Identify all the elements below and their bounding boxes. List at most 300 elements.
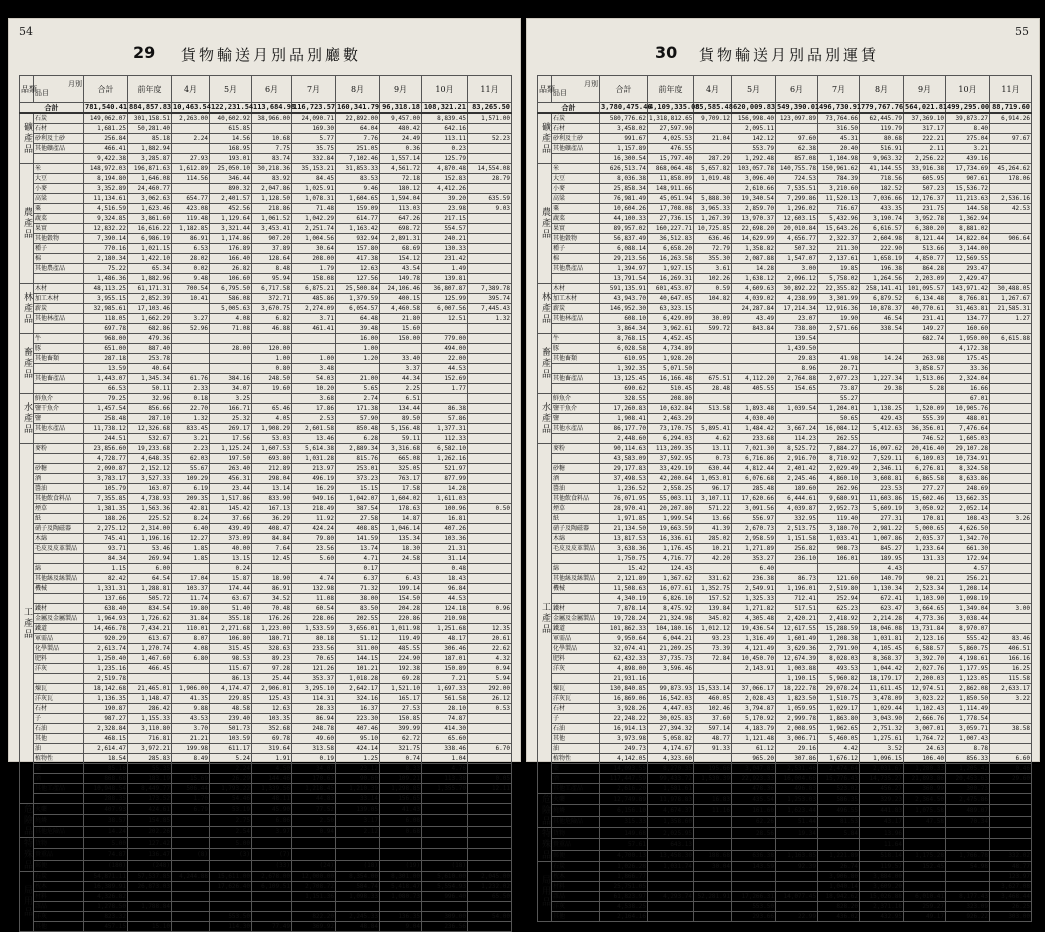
value-cell: 610.95 — [600, 354, 648, 364]
value-cell: 189.95 — [860, 554, 904, 564]
value-cell: 3.26 — [990, 514, 1032, 524]
value-cell: 4,656.77 — [776, 234, 818, 244]
item-cell: 洋灰瓦 — [552, 694, 600, 704]
value-cell: 1,611.03 — [422, 494, 468, 504]
value-cell — [252, 912, 292, 922]
value-cell: 3,906.80 — [818, 872, 860, 882]
value-cell: 102.26 — [694, 274, 732, 284]
value-cell: 17,266.31 — [732, 892, 776, 902]
value-cell: 4,198.61 — [946, 654, 990, 664]
value-cell: 0.94 — [292, 826, 336, 837]
value-cell: 2,666.76 — [904, 714, 946, 724]
value-cell: 15,611.00 — [210, 872, 252, 882]
value-cell: 513.58 — [694, 404, 732, 414]
value-cell — [336, 849, 380, 860]
table-row — [538, 194, 1032, 204]
value-cell: 1,125.24 — [210, 444, 252, 454]
value-cell: 32,074.41 — [600, 644, 648, 654]
value-cell: 103.36 — [422, 534, 468, 544]
value-cell: 2,245.46 — [776, 474, 818, 484]
value-cell: 11,858.09 — [648, 174, 694, 184]
value-cell: 37,066.17 — [732, 684, 776, 694]
value-cell: 5,170.92 — [732, 714, 776, 724]
value-cell: 2,981.22 — [860, 524, 904, 534]
value-cell: 229.85 — [210, 694, 252, 704]
value-cell: 0.23 — [422, 144, 468, 154]
value-cell — [252, 394, 292, 404]
value-cell: 1,130.34 — [860, 584, 904, 594]
value-cell: 14,554.08 — [468, 164, 512, 174]
value-cell: 3,664.65 — [904, 604, 946, 614]
value-cell: 104,180.16 — [648, 624, 694, 634]
value-cell: 57.90 — [336, 414, 380, 424]
value-cell: 3,670.75 — [252, 304, 292, 314]
value-cell: 4,812.44 — [732, 464, 776, 474]
value-cell: 1,059.95 — [776, 704, 818, 714]
table-row — [538, 364, 1032, 374]
value-cell: 8,301.00 — [380, 872, 422, 882]
table-row — [538, 828, 1032, 839]
value-cell — [860, 394, 904, 404]
item-cell: 醬油 — [34, 484, 84, 494]
value-cell: 86.94 — [292, 714, 336, 724]
value-cell — [990, 584, 1032, 594]
value-cell — [990, 744, 1032, 754]
item-cell: 木綿 — [34, 534, 84, 544]
value-cell: 149.27 — [904, 324, 946, 334]
item-cell: 其他飲食料品 — [552, 494, 600, 504]
value-cell — [990, 214, 1032, 224]
value-cell: 5,610.00 — [422, 872, 468, 882]
value-cell: 115.58 — [990, 674, 1032, 684]
value-cell: 101,095.57 — [904, 284, 946, 294]
value-cell: 4,728.77 — [84, 454, 128, 464]
value-cell: 26.74 — [818, 862, 860, 872]
table-row — [538, 134, 1032, 144]
table-row — [20, 644, 512, 654]
value-cell: 4.57 — [946, 564, 990, 574]
value-cell: 70.65 — [292, 654, 336, 664]
value-cell: 1,908.41 — [600, 414, 648, 424]
value-cell: 3,285.87 — [128, 154, 172, 164]
table-row — [20, 744, 512, 754]
item-cell — [34, 674, 84, 684]
value-cell: 1,104.98 — [818, 154, 860, 164]
table-row — [20, 434, 512, 444]
value-cell: 253.78 — [128, 354, 172, 364]
value-cell: 1,358.82 — [732, 244, 776, 254]
value-cell — [990, 264, 1032, 274]
item-cell: 貴重品 — [34, 849, 84, 860]
item-cell: 貴重品 — [552, 839, 600, 850]
value-cell — [694, 784, 732, 794]
value-cell: 7,878.14 — [600, 604, 648, 614]
value-cell: 700.54 — [172, 284, 210, 294]
value-cell: 315.45 — [210, 644, 252, 654]
value-cell: 25,050.10 — [210, 164, 252, 174]
value-cell: 195.66 — [694, 764, 732, 774]
value-cell: 2,475.86 — [946, 794, 990, 805]
value-cell: 2,791.90 — [818, 644, 860, 654]
value-cell: 3,478.09 — [860, 694, 904, 704]
value-cell: 5.65 — [336, 384, 380, 394]
value-cell: 26.29 — [210, 774, 252, 784]
value-cell: 43.54 — [380, 264, 422, 274]
value-cell: 3,301.99 — [818, 294, 860, 304]
value-cell: 31.14 — [422, 554, 468, 564]
value-cell: 372.71 — [252, 294, 292, 304]
value-cell: 1,928.20 — [648, 354, 694, 364]
value-cell: 4,460.58 — [380, 304, 422, 314]
item-cell: 材料 — [34, 892, 84, 902]
value-cell: 506.44 — [172, 784, 210, 794]
value-cell: 1,025.91 — [292, 184, 336, 194]
value-cell: 2,613.74 — [84, 644, 128, 654]
item-cell: 枕木 — [34, 882, 84, 892]
value-cell: 157.80 — [336, 244, 380, 254]
value-cell: 2,571.66 — [818, 324, 860, 334]
item-cell: 硝子及陶磁器 — [552, 524, 600, 534]
value-cell: 159.09 — [336, 204, 380, 214]
item-cell: 其他危險品 — [34, 826, 84, 837]
value-cell — [694, 816, 732, 827]
value-cell: 3,627.08 — [990, 882, 1032, 892]
value-cell: 222.21 — [904, 134, 946, 144]
value-cell — [172, 674, 210, 684]
value-cell — [990, 794, 1032, 805]
value-cell: 4,734.89 — [648, 344, 694, 354]
table-row — [538, 584, 1032, 594]
value-cell: 29,107.28 — [946, 444, 990, 454]
value-cell — [694, 882, 732, 892]
value-cell: 10,734.91 — [946, 454, 990, 464]
value-cell: 50,281.40 — [128, 124, 172, 134]
value-cell: 7,390.14 — [84, 234, 128, 244]
value-cell: 8,194.80 — [84, 174, 128, 184]
value-cell: 13,791.54 — [600, 274, 648, 284]
value-cell: 6,429.09 — [648, 314, 694, 324]
value-cell: 1,457.54 — [84, 404, 128, 414]
table-row — [20, 484, 512, 494]
item-cell: 軍需品 — [34, 634, 84, 644]
value-cell: 3.00 — [990, 604, 1032, 614]
value-cell: 113.11 — [422, 134, 468, 144]
value-cell: 12,000.00 — [292, 872, 336, 882]
value-cell: 1,080.73 — [380, 892, 422, 902]
total-cell: 10,463.54 — [173, 103, 211, 111]
value-cell: 9,709.12 — [694, 113, 732, 124]
value-cell: 144.58 — [946, 204, 990, 214]
value-cell: 10.20 — [292, 384, 336, 394]
value-cell: 287.29 — [694, 154, 732, 164]
table-row — [20, 474, 512, 484]
value-cell: 1,121.48 — [732, 734, 776, 744]
value-cell: 3,392.70 — [904, 654, 946, 664]
item-cell: 藥 — [552, 764, 600, 774]
value-cell: 8,121.44 — [904, 234, 946, 244]
value-cell — [468, 414, 512, 424]
value-cell: 1,517.86 — [210, 494, 252, 504]
value-cell: 1,381.35 — [84, 504, 128, 514]
value-cell: 2,558.25 — [648, 484, 694, 494]
value-cell: 0.59 — [694, 284, 732, 294]
value-cell: 8,270.35 — [648, 764, 694, 774]
value-cell: 44.83 — [292, 794, 336, 804]
value-cell: 106.60 — [210, 274, 252, 284]
item-cell: 雜品 — [34, 902, 84, 912]
value-cell: 130.33 — [422, 244, 468, 254]
value-cell: 89.50 — [380, 414, 422, 424]
table-row — [20, 194, 512, 204]
value-cell: 13.59 — [84, 364, 128, 374]
value-cell — [468, 754, 512, 764]
value-cell: 105.79 — [84, 484, 128, 494]
value-cell: 8,036.38 — [600, 174, 648, 184]
value-cell — [172, 184, 210, 194]
value-cell: 16.00 — [336, 334, 380, 344]
value-cell: 248.69 — [946, 484, 990, 494]
value-cell: 86,177.70 — [600, 424, 648, 434]
item-cell — [552, 454, 600, 464]
value-cell: 1,604.65 — [336, 194, 380, 204]
item-cell: 化學製品 — [552, 644, 600, 654]
value-cell: 1,012.12 — [694, 624, 732, 634]
value-cell: 1,962.65 — [818, 724, 860, 734]
value-cell: 18,046.08 — [860, 624, 904, 634]
value-cell: 5,960.82 — [818, 674, 860, 684]
table-row — [20, 274, 512, 284]
table-row — [20, 872, 512, 882]
value-cell: 15.69 — [172, 774, 210, 784]
value-cell: 4.50 — [252, 764, 292, 774]
value-cell: 190.87 — [84, 704, 128, 714]
value-cell: 1,638.12 — [732, 274, 776, 284]
item-cell — [552, 554, 600, 564]
value-cell: 14.28 — [422, 484, 468, 494]
value-cell: 38.57 — [84, 815, 128, 826]
item-cell: 金屬及金屬製品 — [552, 614, 600, 624]
value-cell: 1,750.75 — [600, 554, 648, 564]
table-row — [538, 514, 1032, 524]
value-cell — [776, 564, 818, 574]
value-cell: 1.00 — [336, 344, 380, 354]
item-cell: 木綿 — [552, 534, 600, 544]
value-cell — [990, 544, 1032, 554]
value-cell: (7) — [252, 849, 292, 860]
value-cell: 5.00 — [84, 838, 128, 849]
value-cell: 12.45 — [252, 554, 292, 564]
value-cell: 2,420.21 — [776, 614, 818, 624]
value-cell: 2,324.04 — [946, 374, 990, 384]
value-cell: 1,893.48 — [732, 404, 776, 414]
value-cell: 170.81 — [904, 514, 946, 524]
left-page — [8, 18, 521, 930]
value-cell: 71.08 — [210, 324, 252, 334]
value-cell: 1,221.89 — [818, 850, 860, 861]
value-cell: 1,349.04 — [946, 604, 990, 614]
value-cell: 8,525.72 — [776, 444, 818, 454]
value-cell — [468, 384, 512, 394]
value-cell: 55.27 — [818, 394, 860, 404]
value-cell: 1,594.04 — [380, 194, 422, 204]
table-row — [538, 634, 1032, 644]
value-cell: 2,633.17 — [990, 684, 1032, 694]
value-cell: 73.39 — [694, 644, 732, 654]
value-cell: 611.17 — [210, 744, 252, 754]
item-cell: 紙 — [552, 514, 600, 524]
value-cell: 7,884.27 — [818, 444, 860, 454]
value-cell: 86.91 — [172, 234, 210, 244]
value-cell: 7.21 — [422, 674, 468, 684]
value-cell: 1,018.28 — [336, 674, 380, 684]
value-cell: 17,620.66 — [732, 494, 776, 504]
value-cell: 24.58 — [380, 554, 422, 564]
value-cell: 2,214.28 — [860, 614, 904, 624]
value-cell — [990, 394, 1032, 404]
value-cell: 166.40 — [210, 254, 252, 264]
value-cell: 355.18 — [210, 614, 252, 624]
value-cell: 439.49 — [210, 524, 252, 534]
value-cell — [172, 892, 210, 902]
value-cell: 92.39 — [776, 862, 818, 872]
value-cell: 584.74 — [336, 882, 380, 892]
value-cell: 400.15 — [380, 294, 422, 304]
value-cell: 745.41 — [84, 534, 128, 544]
value-cell: 1,210.39 — [336, 784, 380, 794]
table-row — [538, 724, 1032, 734]
value-cell — [468, 574, 512, 584]
value-cell: 3,091.56 — [732, 504, 776, 514]
total-row — [20, 103, 512, 114]
value-cell: 17,708.08 — [648, 204, 694, 214]
value-cell: 1,521.10 — [380, 684, 422, 694]
item-cell: 毛皮及皮革製品 — [552, 544, 600, 554]
table-row — [20, 184, 512, 194]
total-cell: 83,265.50 — [468, 103, 512, 114]
value-cell: 965.20 — [732, 754, 776, 764]
column-header: 9月 — [380, 76, 422, 103]
value-cell: 2,610.66 — [732, 184, 776, 194]
column-header: 6月 — [252, 76, 292, 103]
value-cell: 236.10 — [776, 554, 818, 564]
category-cell: 畜產品 — [20, 334, 34, 394]
value-cell — [422, 394, 468, 404]
column-header: 5月 — [210, 76, 252, 103]
value-cell: 1,392.35 — [600, 364, 648, 374]
table-row — [538, 684, 1032, 694]
value-cell — [694, 754, 732, 764]
value-cell: 496.55 — [818, 805, 860, 816]
value-cell: 51.40 — [210, 604, 252, 614]
total-cell: 496,730.91 — [819, 103, 862, 111]
value-cell: 384.16 — [210, 374, 252, 384]
value-cell — [990, 524, 1032, 534]
value-cell: 6.37 — [336, 574, 380, 584]
value-cell: 156,998.40 — [732, 113, 776, 124]
item-cell: 洋灰 — [552, 664, 600, 674]
value-cell: 2,604.98 — [860, 234, 904, 244]
value-cell — [694, 839, 732, 850]
value-cell — [860, 344, 904, 354]
value-cell: 1,339.56 — [252, 784, 292, 794]
value-cell — [468, 404, 512, 414]
item-cell: 酒 — [34, 774, 84, 784]
value-cell: 154.12 — [380, 254, 422, 264]
value-cell: 64.54 — [128, 574, 172, 584]
value-cell: 171.38 — [336, 404, 380, 414]
value-cell: 26,873.03 — [128, 882, 172, 892]
value-cell: 2,245.33 — [336, 912, 380, 922]
value-cell: 124.18 — [422, 604, 468, 614]
total-cell: 160,341.79 — [337, 103, 380, 111]
value-cell: 608.10 — [600, 314, 648, 324]
value-cell: 3,110.80 — [128, 724, 172, 734]
item-label: 品目 — [35, 89, 49, 97]
value-cell: 597.14 — [694, 724, 732, 734]
value-cell: 307.86 — [776, 754, 818, 764]
value-cell: 682.74 — [904, 334, 946, 344]
value-cell: 54.03 — [292, 374, 336, 384]
value-cell — [990, 324, 1032, 334]
value-cell: 51.12 — [336, 634, 380, 644]
value-cell: 59.11 — [380, 434, 422, 444]
value-cell: 213.97 — [292, 464, 336, 474]
value-cell: 16,300.54 — [600, 154, 648, 164]
value-cell: 13,458.30 — [648, 850, 694, 861]
value-cell: 7,021.30 — [732, 444, 776, 454]
value-cell: 478.36 — [732, 784, 776, 794]
value-cell: 144.46 — [252, 774, 292, 784]
value-cell: 28,970.41 — [600, 504, 648, 514]
value-cell: 763.17 — [380, 474, 422, 484]
item-cell: 其他畜類 — [552, 354, 600, 364]
value-cell: 141.59 — [336, 534, 380, 544]
item-cell: 煉瓦 — [552, 684, 600, 694]
value-cell: 63,323.15 — [648, 304, 694, 314]
value-cell: 968.00 — [84, 334, 128, 344]
value-cell — [990, 704, 1032, 714]
value-cell: 252.94 — [818, 594, 860, 604]
value-cell: 36,807.87 — [422, 284, 468, 294]
table-row — [538, 154, 1032, 164]
value-cell: 2,448.60 — [600, 434, 648, 444]
value-cell: 1,331.31 — [84, 584, 128, 594]
value-cell: 23.56 — [292, 544, 336, 554]
value-cell: 323.09 — [946, 902, 990, 912]
value-cell: 1,443.07 — [84, 374, 128, 384]
value-cell: 14,735.27 — [860, 774, 904, 784]
value-cell — [990, 354, 1032, 364]
item-cell: 化學製品 — [34, 644, 84, 654]
value-cell: 301,158.51 — [128, 113, 172, 124]
value-cell: 30.09 — [694, 314, 732, 324]
value-cell: 54,871.11 — [84, 872, 128, 882]
value-cell: 288.35 — [84, 794, 128, 804]
category-cell: 特殊品 — [538, 828, 552, 862]
value-cell: 636.38 — [732, 850, 776, 861]
value-cell: 1,078.31 — [292, 194, 336, 204]
item-cell: 郵便 — [34, 860, 84, 871]
value-cell: 210.98 — [422, 614, 468, 624]
column-header: 5月 — [732, 76, 776, 103]
value-cell: 1,011.98 — [380, 624, 422, 634]
value-cell: 167.13 — [252, 504, 292, 514]
value-cell — [694, 674, 732, 684]
value-cell: 3.52 — [860, 744, 904, 754]
value-cell: 150.85 — [380, 714, 422, 724]
value-cell: 28.00 — [210, 344, 252, 354]
value-cell: 5,412.63 — [860, 424, 904, 434]
